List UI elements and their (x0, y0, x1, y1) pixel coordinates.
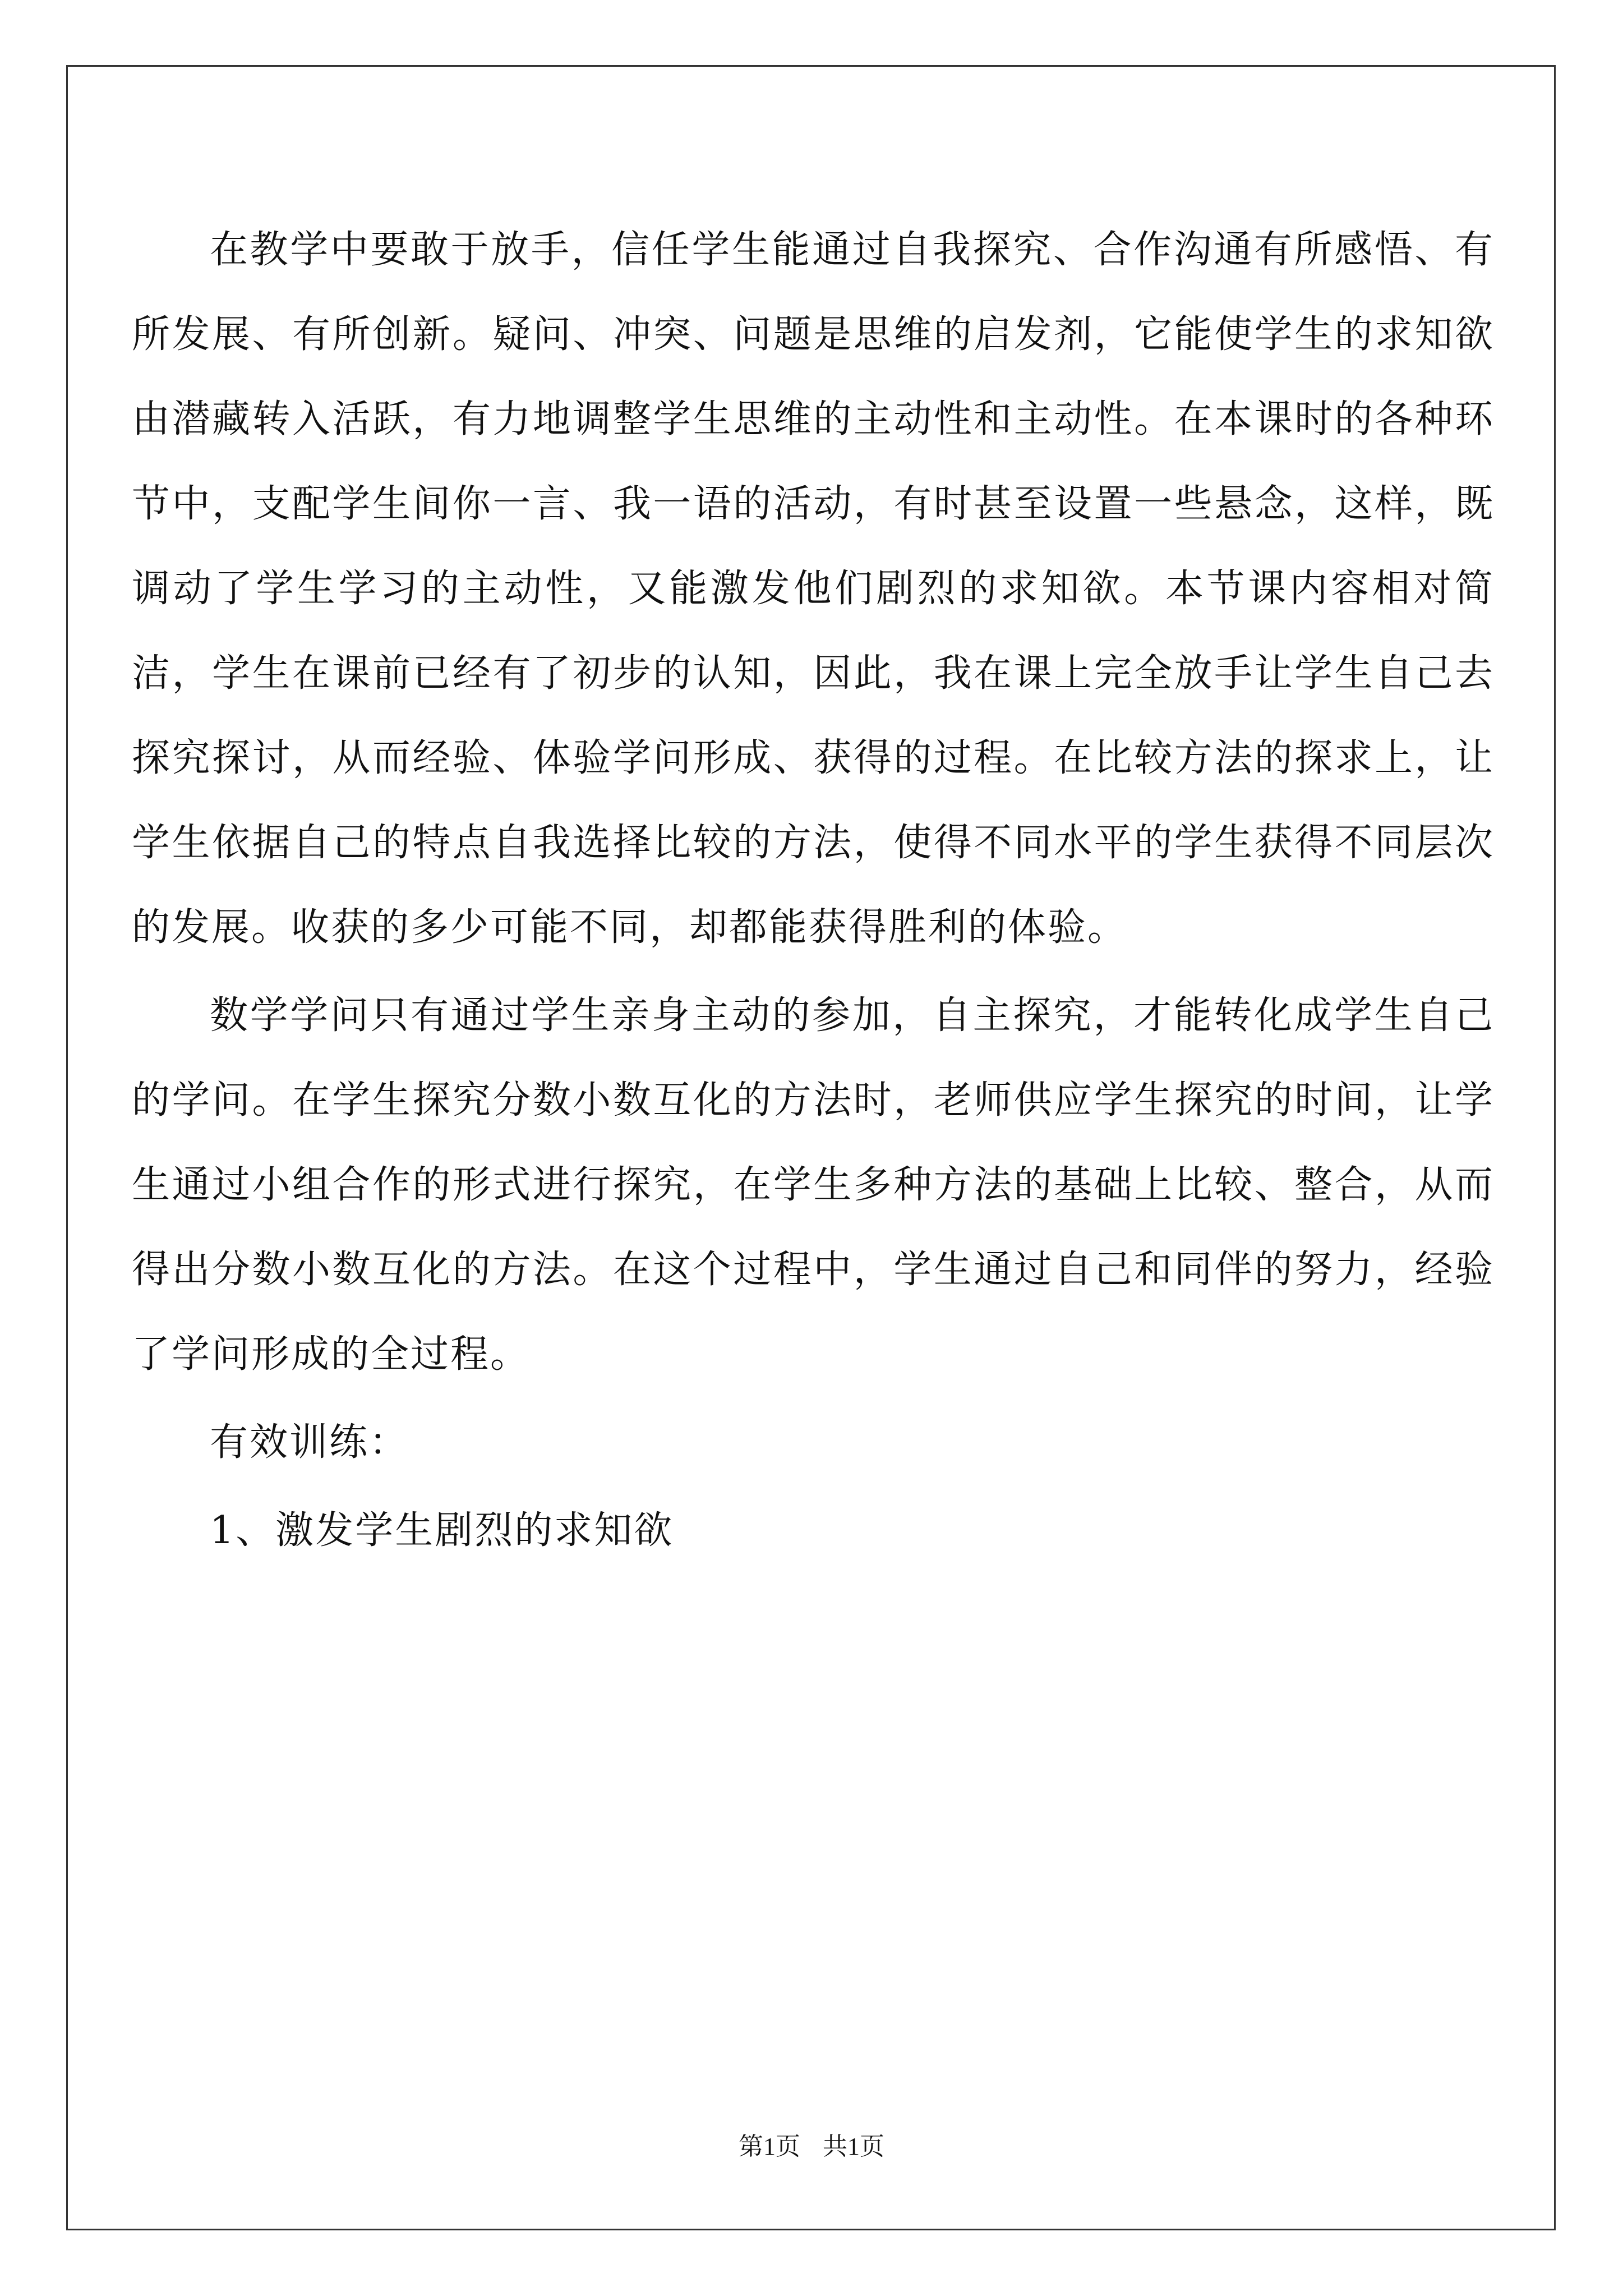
page-footer (0, 2126, 1623, 2162)
paragraph-1: 在教学中要敢于放手，信任学生能通过自我探究、合作沟通有所感悟、有所发展、有所创新。疑问、冲突、问题是思维的启发剂，它能使学生的求知欲由潜藏转入活跃，有力地调整学生思维的主动性和主动性。在本课时的各种环节中，支配学生间你一言、我一语的活动，有时甚至设置一些悬念，这样，既调动了学生学习的主动性，又能激发他们剧烈的求知欲。本节课内容相对简洁，学生在课前已经有了初步的认知，因此，我在课上完全放手让学生自己去探究探讨，从而经验、体验学问形成、获得的过程。在比较方法的探求上，让学生依据自己的特点自我选择比较的方法，使得不同水平的学生获得不同层次的发展。收获的多少可能不同，却都能获得胜利的体验。 (132, 228, 1495, 950)
page-number-total: 共1页 (823, 2133, 884, 2160)
paragraph-4: 1、激发学生剧烈的求知欲 (210, 1508, 674, 1553)
page-number-current: 第1页 (739, 2133, 800, 2160)
paragraph-2: 数学学问只有通过学生亲身主动的参加，自主探究，才能转化成学生自己的学问。在学生探究分数小数互化的方法时，老师供应学生探究的时间，让学生通过小组合作的形式进行探究，在学生多种方法的基础上比较、整合，从而得出分数小数互化的方法。在这个过程中，学生通过自己和同伴的努力，经验了学问形成的全过程。 (132, 993, 1495, 1377)
document-body (132, 208, 1495, 1573)
paragraph-3: 有效训练： (210, 1420, 409, 1465)
